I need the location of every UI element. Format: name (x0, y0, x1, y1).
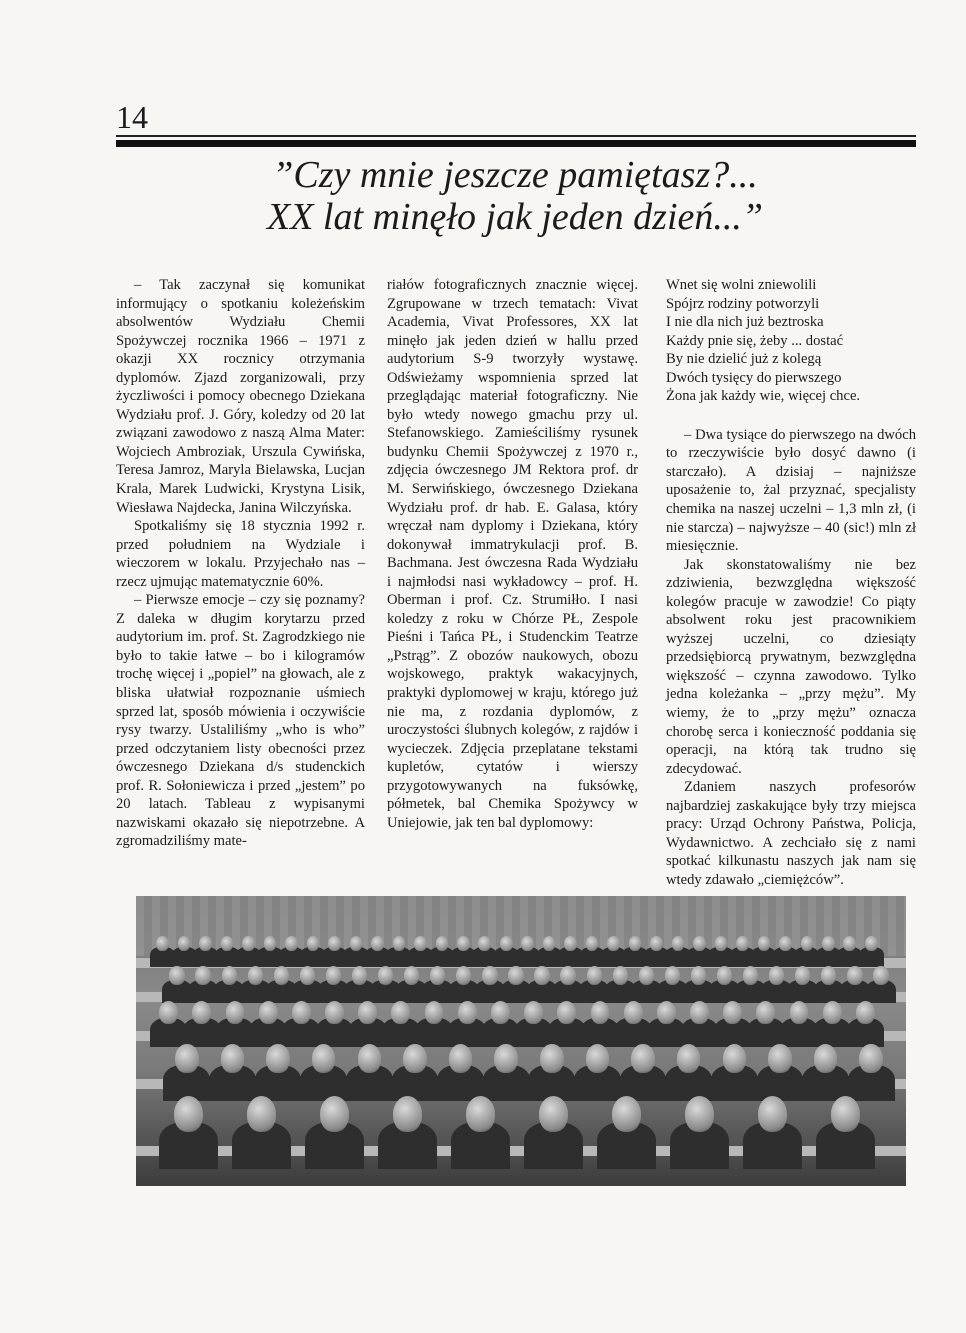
photo-person-head (414, 936, 427, 951)
paragraph: Zdaniem naszych profesorów najbardziej zaskakujące były trzy miejsca pracy: Urząd Ochrony Państwa, Policja, Wydawnictwo. A zechciało się z nami spotkać kilkunastu naszych jak nam się wtedy zdawało „ciemiężców”. (666, 779, 916, 888)
photo-person-head (457, 936, 470, 951)
photo-person-head (560, 966, 575, 985)
photo-person-head (873, 966, 888, 985)
photo-person-head (795, 966, 810, 985)
photo-person-head (404, 966, 419, 985)
photo-person-head (677, 1044, 700, 1073)
photo-person-head (831, 1096, 861, 1132)
poem-line: Spójrz rodziny potworzyli (666, 295, 820, 312)
photo-person-head (723, 1001, 742, 1024)
photo-person-head (540, 1044, 563, 1073)
paragraph: – Tak zaczynał się komunikat informujący o spotkaniu koleżeńskim absolwentów Wydziału Chemii Spożywczej rocznika 1966 – 1971 z okazji XX rocznicy otrzymania dyplomów. Zjazd zorganizowali, przy życzliwości i pomocy obecnego Dziekana Wydziału prof. J. Góry, koledzy od 20 lat związani zawodowo z naszą Alma Mater: Wojciech Ambroziak, Urszula Cywińska, Teresa Jamroz, Maryla Bielawska, Lucjan Krala, Marek Ludwicki, Krystyna Lisik, Wiesława Najdecka, Janina Wilczyńska. (116, 277, 365, 516)
poem-line: Każdy pnie się, żeby ... dostać (666, 332, 844, 349)
photo-person-head (274, 966, 289, 985)
photo-person-head (613, 966, 628, 985)
photo-person-head (292, 1001, 311, 1024)
photo-person-head (587, 966, 602, 985)
poem-line: Wnet się wolni zniewolili (666, 277, 817, 293)
photo-person-head (478, 936, 491, 951)
photo-person-head (690, 1001, 709, 1024)
page-number: 14 (116, 99, 148, 135)
photo-person-head (779, 936, 792, 951)
photo-person-head (521, 936, 534, 951)
photo-person-head (591, 1001, 610, 1024)
photo-person-head (247, 1096, 277, 1132)
photo-person-head (821, 966, 836, 985)
photo-person-head (242, 936, 255, 951)
photo-person-head (743, 966, 758, 985)
photo-person-head (539, 1096, 569, 1132)
photo-person-head (814, 1044, 837, 1073)
photo-person-head (524, 1001, 543, 1024)
photo-person-head (320, 1096, 350, 1132)
photo-person-head (425, 1001, 444, 1024)
photo-person-head (564, 936, 577, 951)
photo-person-head (801, 936, 814, 951)
paragraph: Jak skonstatowaliśmy nie bez zdziwienia, bezwzględna większość kolegów pracuje w zawodzie! Co piąty absolwent roku jest pracownikiem wyższej uczelni, co dziesiąty przedsiębiorcą prywatnym, bezwzględna większość – czynna zawodowo. Tylko jedna koleżanka – „przy mężu”. My wiemy, że to „przy mężu” oznacza chorobę serca i konieczność poddania się operacji, na którą tak trudno się zdecydować. (666, 556, 916, 777)
group-photo (136, 896, 906, 1186)
photo-person-head (449, 1044, 472, 1073)
title-line-1: ”Czy mnie jeszcze pamiętasz?... (272, 154, 758, 196)
photo-person-head (266, 1044, 289, 1073)
article-column-3 (666, 276, 916, 890)
photo-person-head (693, 936, 706, 951)
photo-person-head (736, 936, 749, 951)
photo-person-head (285, 936, 298, 951)
photo-person-head (723, 1044, 746, 1073)
photo-person-head (624, 1001, 643, 1024)
photo-person-head (192, 1001, 211, 1024)
photo-person-head (691, 966, 706, 985)
photo-person-head (221, 1044, 244, 1073)
photo-person-head (174, 1096, 204, 1132)
photo-person-head (491, 1001, 510, 1024)
paragraph: riałów fotograficznych znacznie więcej. Zgrupowane w trzech tematach: Vivat Academia, Vivat Professores, XX lat minęło jak jeden dzień w hallu przed audytorium S-9 tworzyły wystawę. Odświeżamy wspomnienia sprzed lat przeglądając materiał fotograficzny. Nie było wtedy nowego gmachu przy ul. Stefanowskiego. Zamieściliśmy rysunek budynku Chemii Spożywczej z 1970 r., zdjęcia ówczesnego JM Rektora prof. dr M. Serwińskiego, ówczesnego Dziekana Wydziału prof. dr hab. E. Galasa, który wręczał nam dyplomy i Dziekana, który dokonywał immatrykulacji prof. B. Bachmana. Jest ówczesna Rada Wydziału i najmłodsi nasi wykładowcy – prof. H. Oberman i prof. Cz. Strumiłło. I nasi koledzy z roku w Chórze PŁ, Zespole Pieśni i Tańca PŁ, i Studenckim Teatrze „Pstrąg”. Z obozów naukowych, obozu wojskowego, praktyk wakacyjnych, praktyki dyplomowej w kraju, którego już nie ma, z rozdania dyplomów, z uroczystości ślubnych kolegów, z rajdów i wycieczek. Zdjęcia przeplatane tekstami kupletów, cytatów i wierszy przygotowywanych na fuksówkę, półmetek, bal Chemika Spożywcy w Uniejowie, jak ten bal dyplomowy: (387, 277, 638, 831)
photo-person-head (823, 1001, 842, 1024)
photo-person-head (847, 966, 862, 985)
photo-person-head (328, 936, 341, 951)
photo-person-head (226, 1001, 245, 1024)
photo-person-head (430, 966, 445, 985)
photo-person-head (612, 1096, 642, 1132)
photo-person-head (843, 936, 856, 951)
poem-line: By nie dzielić już z kolegą (666, 351, 822, 368)
photo-person-head (482, 966, 497, 985)
photo-person-head (403, 1044, 426, 1073)
photo-person-head (508, 966, 523, 985)
photo-person-head (758, 936, 771, 951)
photo-person-head (665, 966, 680, 985)
photo-person-head (790, 1001, 809, 1024)
photo-person-head (326, 966, 341, 985)
photo-person-head (756, 1001, 775, 1024)
photo-person-head (371, 936, 384, 951)
photo-person-head (175, 1044, 198, 1073)
photo-person-head (639, 966, 654, 985)
photo-person-head (607, 936, 620, 951)
photo-person-head (650, 936, 663, 951)
article-title (230, 154, 800, 238)
photo-person-head (199, 936, 212, 951)
photo-person-head (259, 1001, 278, 1024)
photo-person-head (325, 1001, 344, 1024)
photo-person-head (494, 1044, 517, 1073)
header-rule-thick (116, 140, 916, 147)
paragraph: – Pierwsze emocje – czy się poznamy? Z daleka w długim korytarzu przed audytorium im. prof. St. Zagrodzkiego nie było to takie łatwe – bo i kilogramów trochę więcej i „popiel” na głowach, ale z bliska ułatwiał rozpoznanie uśmiech sprzed lat, sposób mówienia i oczywiście rysy twarzy. Ustaliliśmy „who is who” przed odczytaniem listy obecności przez ówczesnego Dziekana d/s studenckich prof. R. Sołoniewicza i przed „jestem” po 20 latach. Tableau z wypisanymi nazwiskami okazało się niepotrzebne. A zgromadziliśmy mate- (116, 592, 365, 850)
photo-person-head (859, 1044, 882, 1073)
photo-person-head (248, 966, 263, 985)
photo-person-head (195, 966, 210, 985)
poem-line: I nie dla nich już beztroska (666, 314, 824, 331)
photo-person-head (378, 966, 393, 985)
photo-person-head (586, 1044, 609, 1073)
photo-person-head (393, 936, 406, 951)
photo-person-head (758, 1096, 788, 1132)
photo-person-head (156, 936, 169, 951)
photo-person-head (717, 966, 732, 985)
article-column-2 (387, 276, 638, 832)
photo-person-head (768, 1044, 791, 1073)
photo-person-head (169, 966, 184, 985)
photo-person-head (393, 1096, 423, 1132)
photo-person-head (456, 966, 471, 985)
photo-person-head (436, 936, 449, 951)
photo-person-head (391, 1001, 410, 1024)
photo-person-head (685, 1096, 715, 1132)
poem-line: Żona jak każdy wie, więcej chce. (666, 388, 861, 405)
poem-line: Dwóch tysięcy do pierwszego (666, 369, 842, 386)
photo-person-head (657, 1001, 676, 1024)
photo-person-head (458, 1001, 477, 1024)
photo-person-head (769, 966, 784, 985)
photo-person-head (557, 1001, 576, 1024)
title-line-2: XX lat minęło jak jeden dzień...” (266, 196, 764, 238)
photo-person-head (159, 1001, 178, 1024)
photo-person-head (358, 1044, 381, 1073)
photo-person-head (352, 966, 367, 985)
paragraph: – Dwa tysiące do pierwszego na dwóch to rzeczywiście było dosyć dawno (i starczało). A dzisiaj – najniższe uposażenie to, żal przyznać, specjalisty chemika na naszej uczelni – 1,3 mln zł, (i nie starcza) – najwyższe – 40 (sic!) mln zł miesięcznie. (666, 426, 916, 555)
photo-person-head (300, 966, 315, 985)
photo-person-head (350, 936, 363, 951)
photo-person-head (822, 936, 835, 951)
photo-person-head (865, 936, 878, 951)
photo-person-head (312, 1044, 335, 1073)
photo-person-head (631, 1044, 654, 1073)
photo-person-head (358, 1001, 377, 1024)
photo-person-head (856, 1001, 875, 1024)
article-column-1 (116, 276, 365, 851)
photo-person-head (222, 966, 237, 985)
paragraph: Spotkaliśmy się 18 stycznia 1992 r. przed południem na Wydziale i wieczorem w lokalu. Przyjechało nas – rzecz ujmując matematycznie 60%. (116, 518, 365, 590)
header-rule-thin (116, 135, 916, 137)
photo-person-head (500, 936, 513, 951)
poem (666, 276, 916, 406)
photo-person-head (466, 1096, 496, 1132)
photo-person-head (715, 936, 728, 951)
photo-person-head (534, 966, 549, 985)
